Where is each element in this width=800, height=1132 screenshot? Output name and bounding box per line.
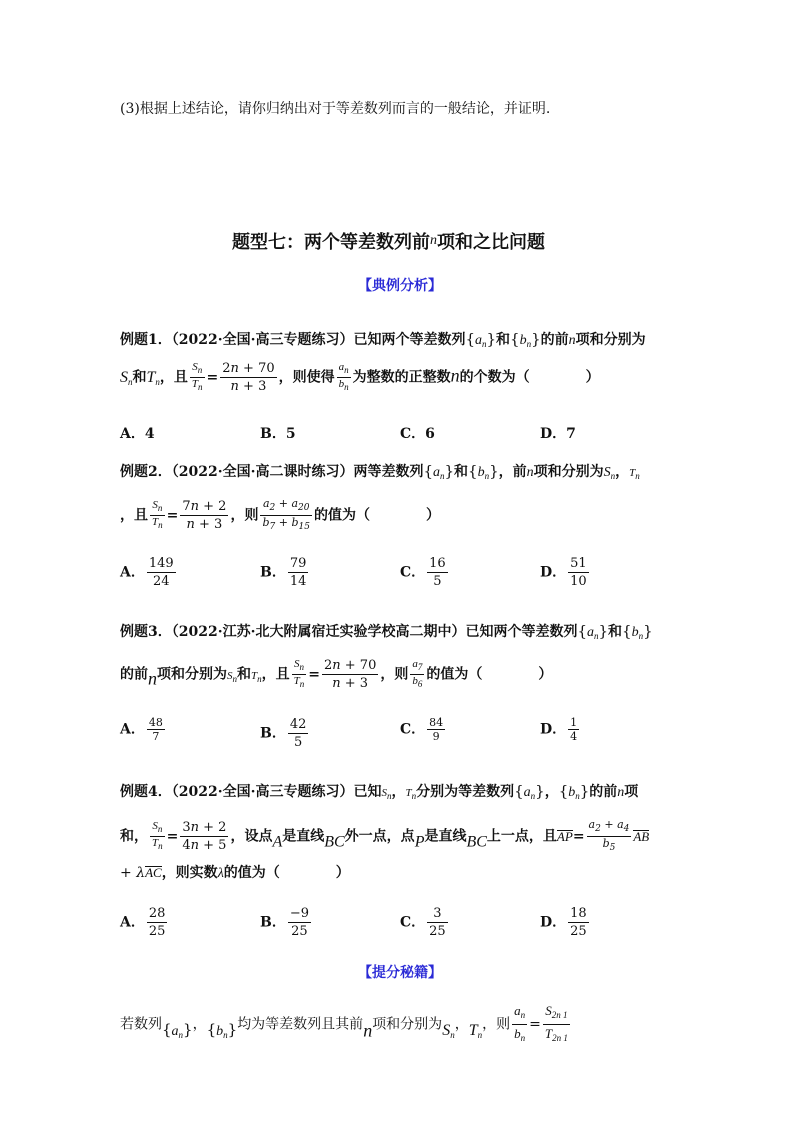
example-1-option-c[interactable]: C．6 bbox=[400, 426, 435, 442]
analysis-heading: 【典例分析】 bbox=[358, 278, 442, 294]
example-4-line-3: + λAC，则实数λ的值为（ ） bbox=[120, 865, 350, 881]
example-4-option-a[interactable]: A． $\frac{28}{25}$ bbox=[120, 906, 166, 939]
section-title: 题型七：两个等差数列前$^n$项和之比问题 bbox=[232, 232, 545, 253]
intro-text: (3)根据上述结论，请你归纳出对于等差数列而言的一般结论，并证明. bbox=[120, 101, 551, 117]
example-2-line-2: ，且 $\frac{S_n}{T_n}$ = $\frac{7n + 2}{n + 3}$ ，则 $\frac{a_2 + a_{20}}{b_7 + b_{15}}$ 的值为（ ） bbox=[120, 497, 440, 532]
example-2-option-a[interactable]: A． $\frac{149}{24}$ bbox=[120, 556, 174, 589]
example-1-option-a[interactable]: A．4 bbox=[120, 426, 155, 442]
example-4-line-2: 和， $\frac{S_n}{T_n}$ = $\frac{3n + 2}{4n + 5}$ ，设点A是直线BC外一点，点P是直线BC上一点，且AP= $\frac{a_2 + a_4}{b_5}$ AB bbox=[120, 818, 650, 853]
example-4-line-1: 例题4．（2022·全国·高三专题练习）已知$S_n$，$T_n$分别为等差数列$\{a_n\}$，$\{b_n\}$的前n项 bbox=[120, 782, 639, 801]
example-1-option-b[interactable]: B．5 bbox=[260, 426, 296, 442]
example-1-line-1: 例题1．（2022·全国·高三专题练习）已知两个等差数列$\{a_n\}$和$\{b_n\}$的前n项和分别为 bbox=[120, 330, 646, 349]
example-2-option-d[interactable]: D． $\frac{51}{10}$ bbox=[540, 556, 587, 589]
example-2-option-b[interactable]: B． $\frac{79}{14}$ bbox=[260, 556, 307, 589]
example-4-option-c[interactable]: C． $\frac{3}{25}$ bbox=[400, 906, 446, 939]
example-4-option-b[interactable]: B． $\frac{-9}{25}$ bbox=[260, 906, 310, 939]
example-3-option-b[interactable]: B． $\frac{42}{5}$ bbox=[260, 717, 307, 750]
tips-text: 若数列$\{a_n\}$，$\{b_n\}$均为等差数列且其前n项和分别为$S_n$，$T_n$，则 $\frac{a_n}{b_n}$ = $\frac{S_{2n 1}}{T_{2n 1}}$ bbox=[120, 1003, 568, 1043]
example-3-option-c[interactable]: C． $\frac{84}{9}$ bbox=[400, 716, 444, 743]
example-1-line-2: $S_n$和$T_n$，且 $\frac{S_n}{T_n}$ = $\frac{2n + 70}{n + 3}$ ，则使得 $\frac{a_n}{b_n}$ 为整数的正整数n的个数为（ ） bbox=[120, 361, 600, 394]
example-2-line-1: 例题2．（2022·全国·高二课时练习）两等差数列$\{a_n\}$和$\{b_n\}$，前n项和分别为$S_n$，$T_n$ bbox=[120, 462, 640, 481]
example-3-option-d[interactable]: D． $\frac{1}{4}$ bbox=[540, 716, 578, 743]
example-4-option-d[interactable]: D． $\frac{18}{25}$ bbox=[540, 906, 587, 939]
example-1-option-d[interactable]: D．7 bbox=[540, 426, 576, 442]
tips-heading: 【提分秘籍】 bbox=[358, 965, 442, 981]
example-3-line-1: 例题3．（2022·江苏·北大附属宿迁实验学校高二期中）已知两个等差数列$\{a_n\}$和$\{b_n\}$ bbox=[120, 622, 653, 641]
example-2-option-c[interactable]: C． $\frac{16}{5}$ bbox=[400, 556, 446, 589]
example-3-option-a[interactable]: A． $\frac{48}{7}$ bbox=[120, 716, 163, 743]
example-3-line-2: 的前n项和分别为$S_n$和$T_n$，且 $\frac{S_n}{T_n}$ = $\frac{2n + 70}{n + 3}$ ，则 $\frac{a_7}{b_6}$ 的值为（ ） bbox=[120, 658, 553, 691]
